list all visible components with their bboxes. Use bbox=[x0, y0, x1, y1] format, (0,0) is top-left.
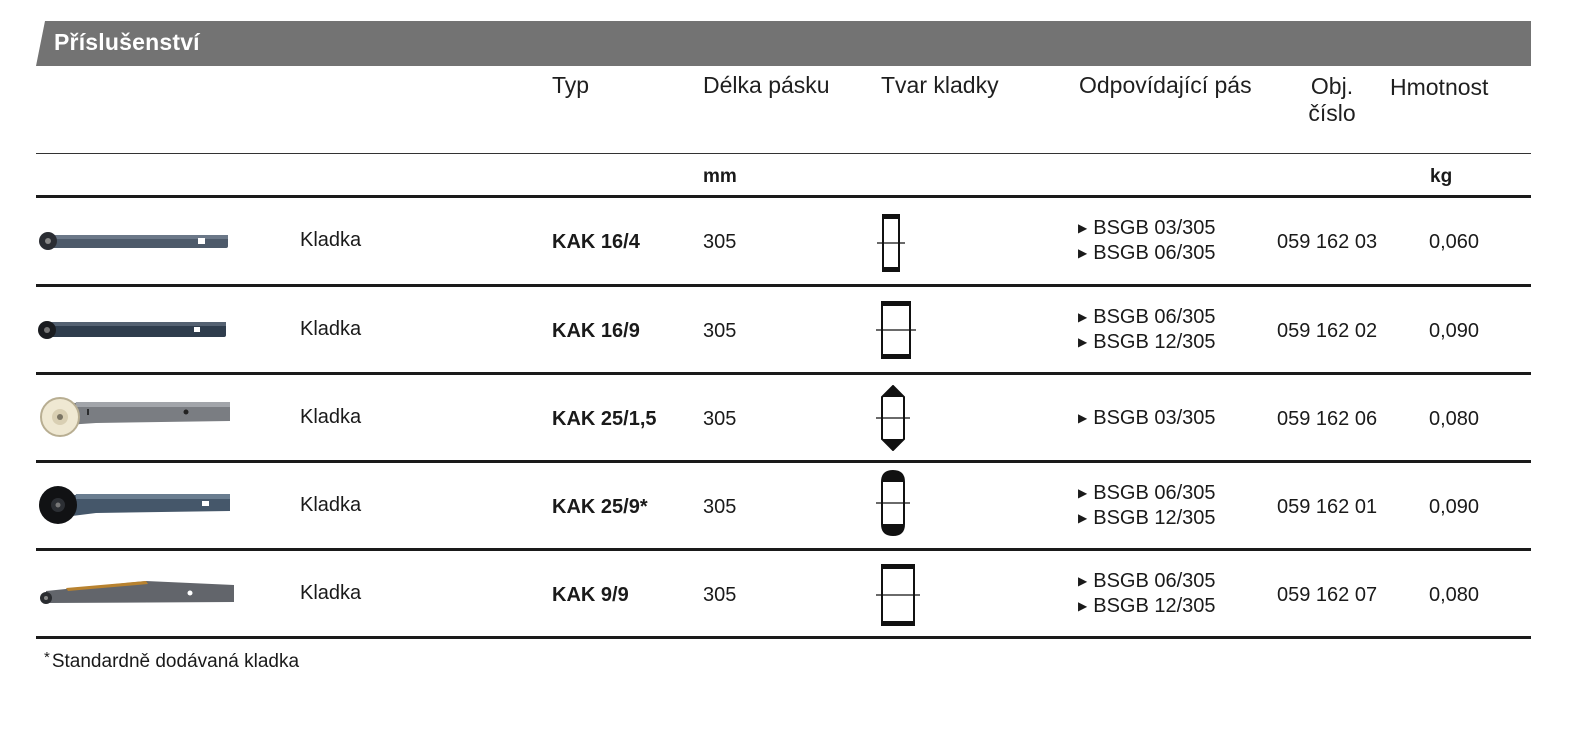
row-length: 305 bbox=[703, 584, 737, 606]
section-header-bar bbox=[36, 21, 1531, 66]
row-name: Kladka bbox=[300, 406, 362, 428]
bullet-triangle-icon: ▶ bbox=[1078, 310, 1088, 324]
row-type: KAK 16/9 bbox=[552, 320, 640, 342]
matching-belt-item: ▶ BSGB 03/305 bbox=[1078, 217, 1216, 239]
row-matching-belts bbox=[1078, 481, 1216, 531]
pulley-shape-rounded-icon bbox=[876, 470, 910, 536]
row-order-number: 059 162 01 bbox=[1277, 496, 1378, 518]
column-header-belt-length: Délka pásku bbox=[703, 72, 830, 98]
matching-belt-item: ▶ BSGB 12/305 bbox=[1078, 331, 1216, 353]
matching-belt-item: ▶ BSGB 12/305 bbox=[1078, 507, 1216, 529]
row-name: Kladka bbox=[300, 494, 362, 516]
table-bottom-rule bbox=[36, 636, 1531, 639]
matching-belt-item: ▶ BSGB 03/305 bbox=[1078, 407, 1216, 429]
bullet-triangle-icon: ▶ bbox=[1078, 335, 1088, 349]
row-order-number: 059 162 03 bbox=[1277, 231, 1378, 253]
row-length: 305 bbox=[703, 320, 737, 342]
bullet-triangle-icon: ▶ bbox=[1078, 411, 1088, 425]
row-matching-belts bbox=[1078, 216, 1216, 266]
row-order-number: 059 162 02 bbox=[1277, 320, 1378, 342]
column-header-pulley-shape: Tvar kladky bbox=[881, 72, 999, 98]
column-header-matching-belt: Odpovídající pás bbox=[1079, 72, 1252, 98]
row-type: KAK 9/9 bbox=[552, 584, 629, 606]
pulley-shape-pointed-icon bbox=[876, 385, 910, 451]
pulley-shape-square-icon bbox=[876, 563, 920, 627]
row-name: Kladka bbox=[300, 318, 362, 340]
row-weight: 0,090 bbox=[1429, 320, 1480, 342]
table-row bbox=[36, 463, 1531, 548]
row-length: 305 bbox=[703, 496, 737, 518]
pulley-arm-white-wheel-icon bbox=[36, 375, 236, 460]
header-divider bbox=[36, 153, 1531, 154]
bullet-triangle-icon: ▶ bbox=[1078, 574, 1088, 588]
row-order-number: 059 162 06 bbox=[1277, 408, 1378, 430]
footnote-text: Standardně dodávaná kladka bbox=[51, 651, 300, 672]
bullet-triangle-icon: ▶ bbox=[1078, 221, 1088, 235]
row-name: Kladka bbox=[300, 229, 362, 251]
row-type: KAK 25/9* bbox=[552, 496, 648, 518]
column-header-order-number bbox=[1294, 73, 1370, 127]
pulley-arm-black-wheel-icon bbox=[36, 463, 236, 548]
row-name: Kladka bbox=[300, 582, 362, 604]
unit-kg: kg bbox=[1430, 166, 1453, 187]
bullet-triangle-icon: ▶ bbox=[1078, 246, 1088, 260]
row-type: KAK 16/4 bbox=[552, 231, 640, 253]
pulley-arm-flat-icon bbox=[36, 551, 236, 636]
row-weight: 0,060 bbox=[1429, 231, 1480, 253]
bullet-triangle-icon: ▶ bbox=[1078, 599, 1088, 613]
row-matching-belts bbox=[1078, 305, 1216, 355]
matching-belt-item: ▶ BSGB 06/305 bbox=[1078, 570, 1216, 592]
column-header-type: Typ bbox=[552, 72, 590, 98]
footnote bbox=[44, 649, 299, 673]
row-type: KAK 25/1,5 bbox=[552, 408, 657, 430]
pulley-shape-wide-flat-icon bbox=[876, 300, 916, 360]
row-length: 305 bbox=[703, 231, 737, 253]
pulley-arm-narrow-icon bbox=[36, 198, 236, 283]
column-header-order-number-line2: číslo bbox=[1308, 100, 1356, 126]
footnote-marker: * bbox=[44, 649, 50, 666]
row-weight: 0,090 bbox=[1429, 496, 1480, 518]
row-length: 305 bbox=[703, 408, 737, 430]
row-order-number: 059 162 07 bbox=[1277, 584, 1378, 606]
column-header-weight: Hmotnost bbox=[1390, 74, 1489, 100]
table-row bbox=[36, 198, 1531, 283]
row-matching-belts bbox=[1078, 569, 1216, 619]
pulley-arm-wide-icon bbox=[36, 287, 236, 372]
section-title: Příslušenství bbox=[54, 29, 200, 55]
matching-belt-item: ▶ BSGB 06/305 bbox=[1078, 306, 1216, 328]
unit-mm: mm bbox=[703, 166, 737, 187]
table-row bbox=[36, 551, 1531, 636]
matching-belt-item: ▶ BSGB 06/305 bbox=[1078, 482, 1216, 504]
column-header-order-number-line1: Obj. bbox=[1310, 73, 1354, 99]
row-weight: 0,080 bbox=[1429, 584, 1480, 606]
bullet-triangle-icon: ▶ bbox=[1078, 511, 1088, 525]
table-row bbox=[36, 375, 1531, 460]
matching-belt-item: ▶ BSGB 06/305 bbox=[1078, 242, 1216, 264]
matching-belt-item: ▶ BSGB 12/305 bbox=[1078, 595, 1216, 617]
row-matching-belts bbox=[1078, 406, 1216, 431]
pulley-shape-narrow-flat-icon bbox=[876, 212, 906, 274]
row-weight: 0,080 bbox=[1429, 408, 1480, 430]
table-row bbox=[36, 287, 1531, 372]
bullet-triangle-icon: ▶ bbox=[1078, 486, 1088, 500]
